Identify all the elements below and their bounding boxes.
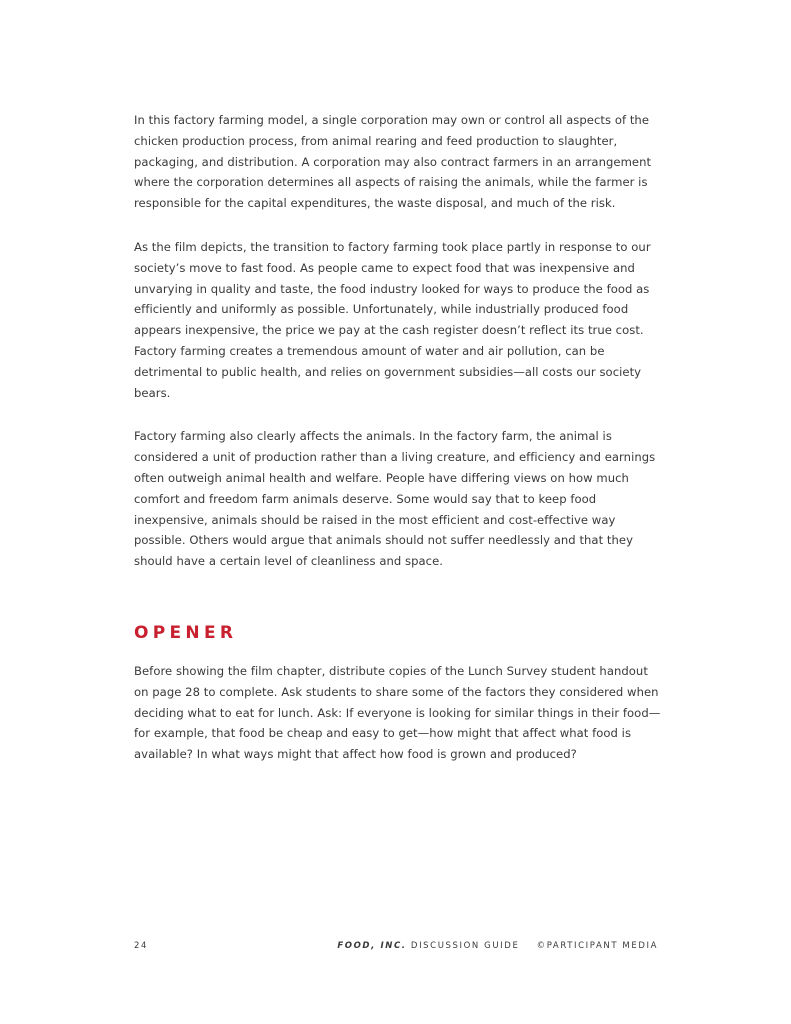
page-number: 24 [134,941,149,951]
guide-label: DISCUSSION GUIDE [406,941,520,951]
page-footer [134,941,658,955]
footer-credit [337,941,658,951]
body-paragraph-3: Factory farming also clearly affects the animals. In the factory farm, the animal is considered a unit of production rather than a living creature, and efficiency and earnings often outweigh animal health and welfare. People have differing views on how much comfort and freedom farm animals deserve. Some would say that to keep food inexpensive, animals should be raised in the most efficient and cost-effective way possible. Others would argue that animals should not suffer needlessly and that they should have a certain level of cleanliness and space. [134,429,656,569]
guide-title: FOOD, INC. [337,941,407,951]
main-content [134,110,664,788]
opener-paragraph: Before showing the film chapter, distribute copies of the Lunch Survey student handout on page 28 to complete. Ask students to share some of the factors they considered when deciding what to eat for lunch. Ask: If everyone is looking for similar things in their food—for example, that food be cheap and easy to get—how might that affect what food is available? In what ways might that affect how food is grown and produced? [134,663,661,762]
copyright-text: ©PARTICIPANT MEDIA [536,941,658,951]
opener-heading: OPENER [134,622,238,643]
body-paragraph-2: As the film depicts, the transition to factory farming took place partly in response to our society’s move to fast food. As people came to expect food that was inexpensive and unvarying in quality and taste, the food industry looked for ways to produce the food as efficiently and uniformly as possible. Unfortunately, while industrially produced food appears inexpensive, the price we pay at the cash register doesn’t reflect its true cost. Factory farming creates a tremendous amount of water and air pollution, can be detrimental to public health, and relies on government subsidies—all costs our society bears. [134,239,651,400]
body-paragraph-1: In this factory farming model, a single corporation may own or control all aspects of the chicken production process, from animal rearing and feed production to slaughter, packaging, and distribution. A corporation may also contract farmers in an arrangement where the corporation determines all aspects of raising the animals, while the farmer is responsible for the capital expenditures, the waste disposal, and much of the risk. [134,113,652,211]
